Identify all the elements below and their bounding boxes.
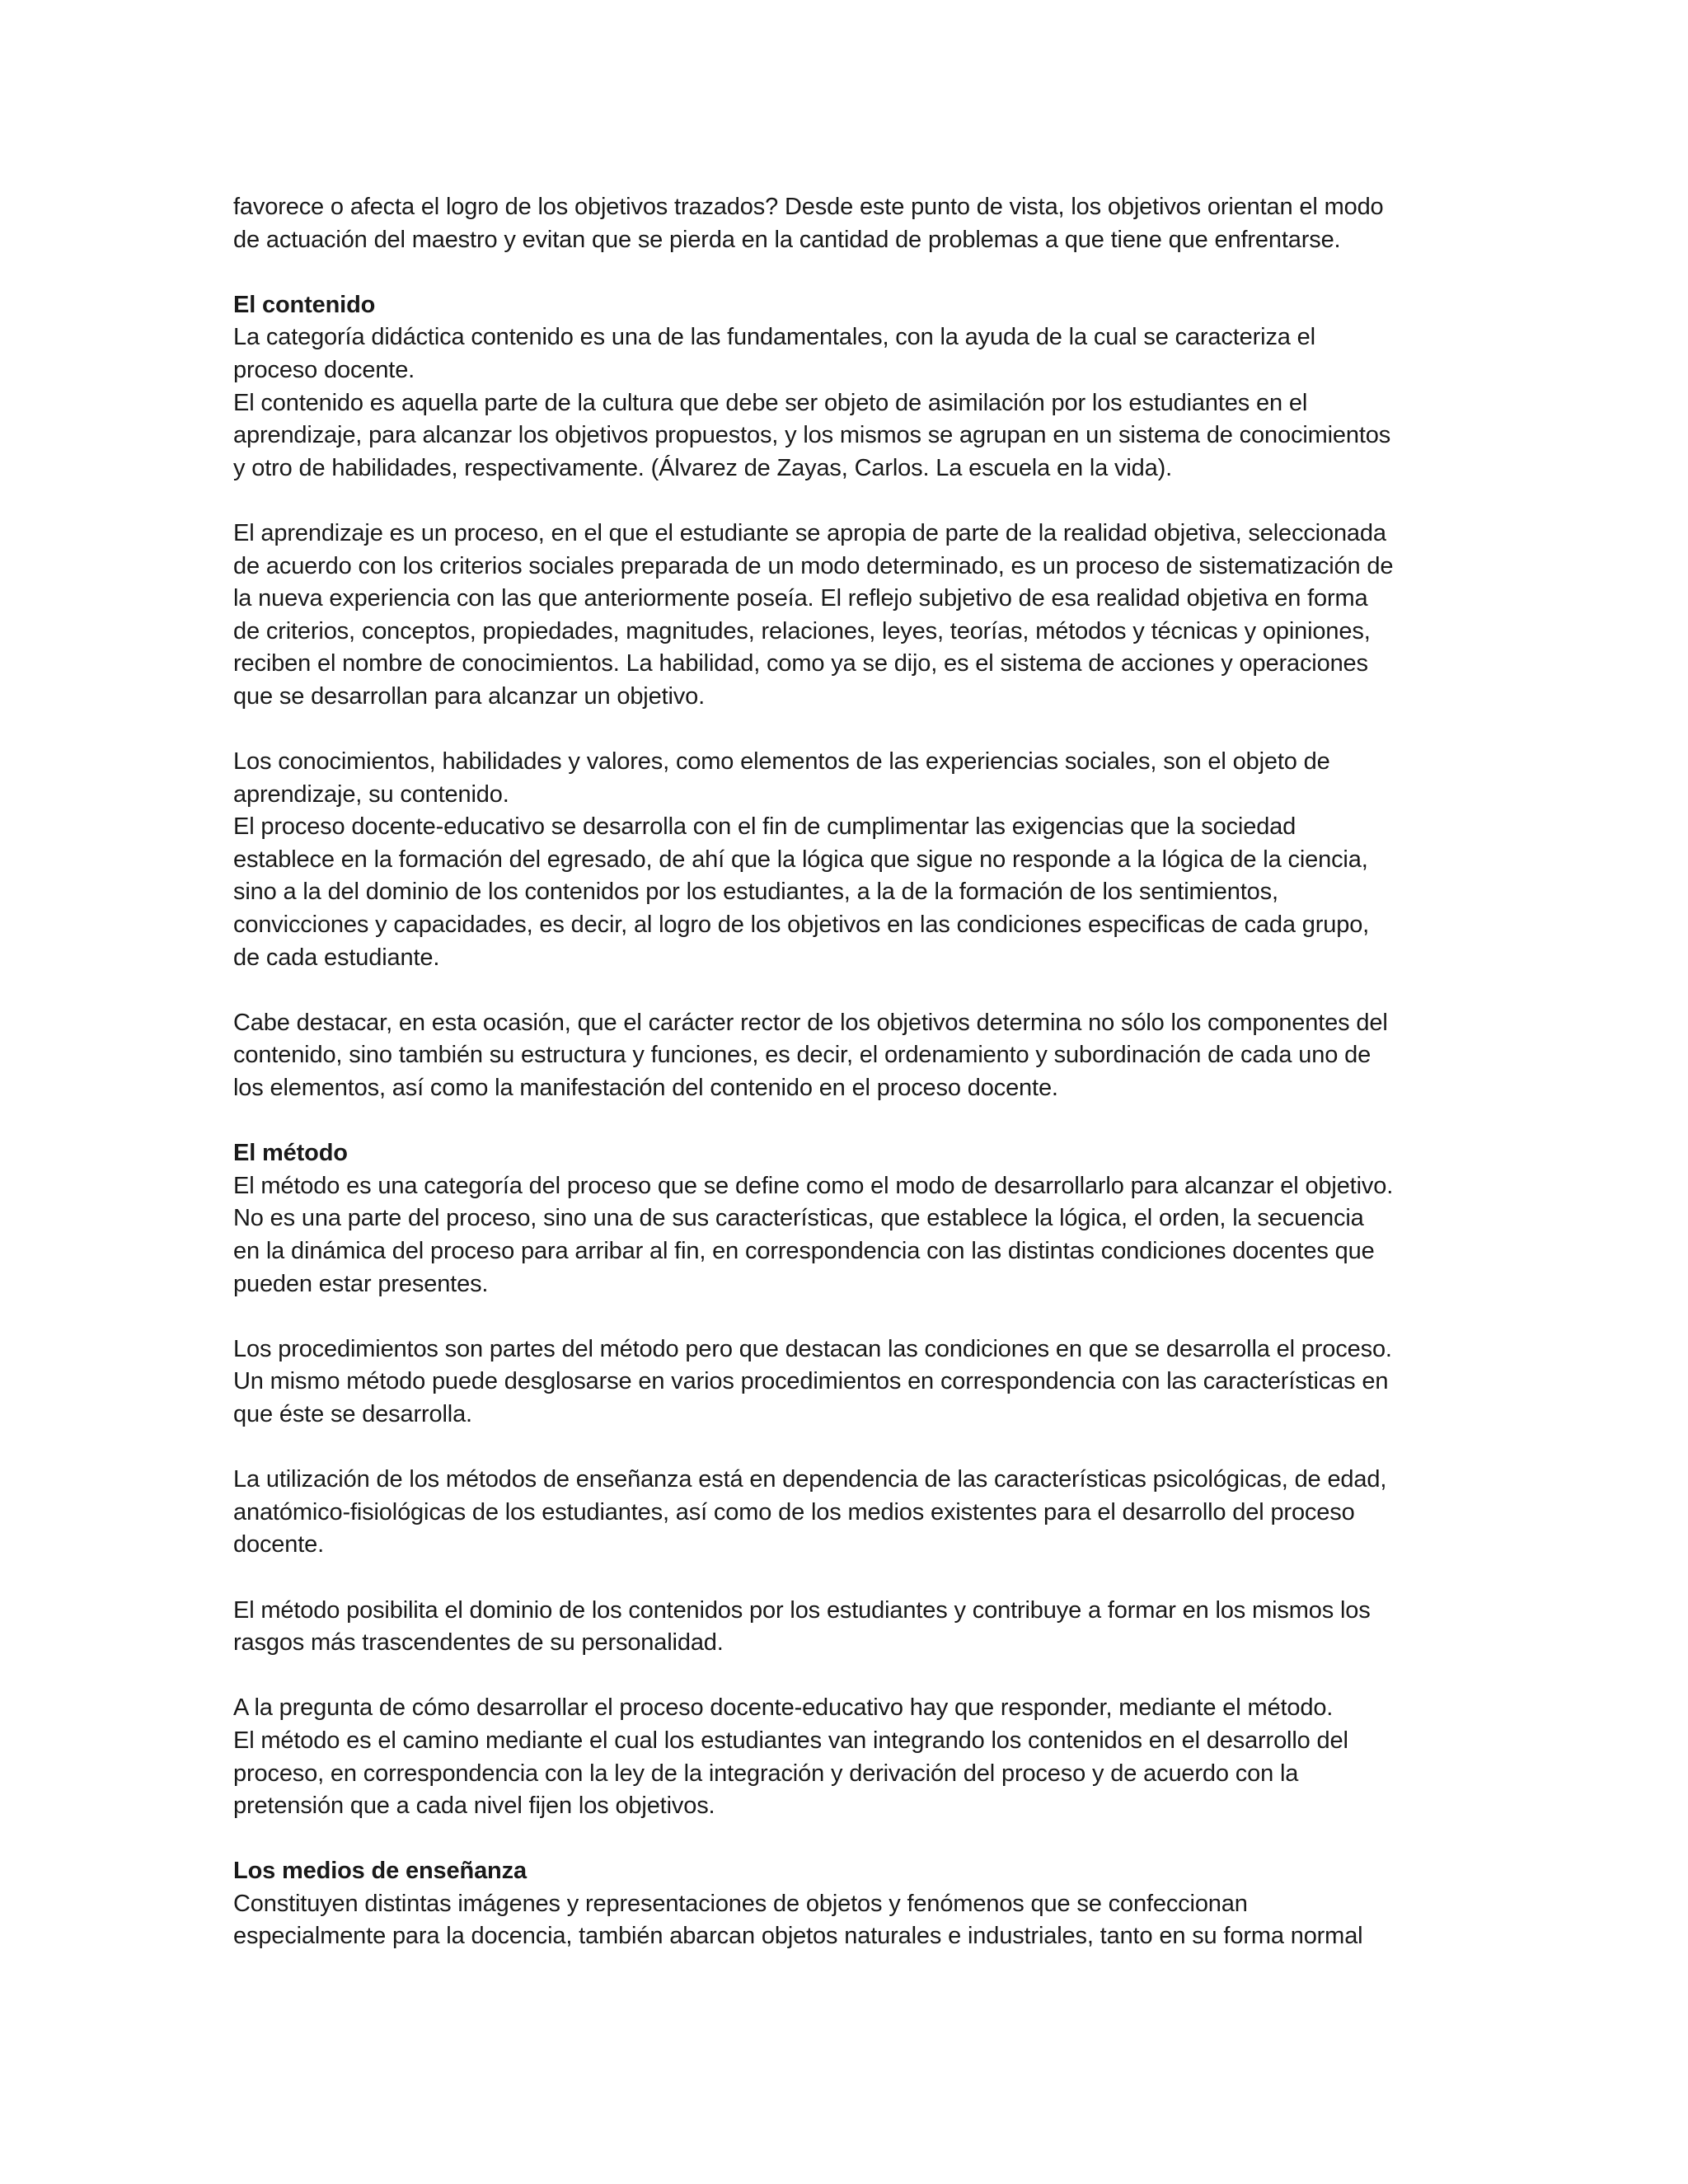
document-body xyxy=(233,191,1461,1953)
paragraph: La utilización de los métodos de enseñanza está en dependencia de las características psicológicas, de edad, anatómico-fisiológicas de los estudiantes, así como de los medios existentes para el desarrollo del proceso docente. xyxy=(233,1466,1387,1558)
paragraph-gap xyxy=(233,714,1461,747)
paragraph: La categoría didáctica contenido es una de las fundamentales, con la ayuda de la cual se caracteriza el proceso docente. xyxy=(233,324,1315,383)
paragraph: Constituyen distintas imágenes y representaciones de objetos y fenómenos que se confeccionan especialmente para la docencia, también abarcan objetos naturales e industriales, tanto en su forma normal xyxy=(233,1890,1363,1950)
paragraph-gap xyxy=(233,1432,1461,1465)
paragraph-gap xyxy=(233,485,1461,518)
paragraph: El método posibilita el dominio de los contenidos por los estudiantes y contribuye a formar en los mismos los rasgos más trascendentes de su personalidad. xyxy=(233,1596,1371,1657)
section-heading-contenido: El contenido xyxy=(233,291,376,318)
paragraph: El método es el camino mediante el cual los estudiantes van integrando los contenidos en el desarrollo del proceso, en correspondencia con la ley de la integración y derivación del proceso y de acuerdo con la pretensión que a cada nivel fijen los objetivos. xyxy=(233,1727,1348,1820)
paragraph-gap xyxy=(233,1105,1461,1138)
paragraph: El método es una categoría del proceso que se define como el modo de desarrollarlo para alcanzar el objetivo. No es una parte del proceso, sino una de sus características, que establece la lógica, el orden, la secuencia en la dinámica del proceso para arribar al fin, en correspondencia con las distintas condiciones docentes que pueden estar presentes. xyxy=(233,1172,1394,1297)
paragraph: A la pregunta de cómo desarrollar el proceso docente-educativo hay que responder, mediante el método. xyxy=(233,1694,1334,1722)
paragraph-gap xyxy=(233,1562,1461,1595)
paragraph: favorece o afecta el logro de los objetivos trazados? Desde este punto de vista, los objetivos orientan el modo de actuación del maestro y evitan que se pierda en la cantidad de problemas a que tiene que enfrentarse. xyxy=(233,194,1384,253)
paragraph: Los conocimientos, habilidades y valores, como elementos de las experiencias sociales, son el objeto de aprendizaje, su contenido. xyxy=(233,748,1330,808)
paragraph: Los procedimientos son partes del método pero que destacan las condiciones en que se desarrolla el proceso. Un mismo método puede desglosarse en varios procedimientos en correspondencia con las características en que éste se desarrolla. xyxy=(233,1335,1392,1427)
paragraph: El proceso docente-educativo se desarrolla con el fin de cumplimentar las exigencias que la sociedad establece en la formación del egresado, de ahí que la lógica que sigue no responde a la lógica de la ciencia, sino a la del dominio de los contenidos por los estudiantes, a la de la formación de los sentimientos, convicciones y capacidades, es decir, al logro de los objetivos en las condiciones especificas de cada grupo, de cada estudiante. xyxy=(233,813,1370,971)
paragraph-gap xyxy=(233,1301,1461,1333)
paragraph-gap xyxy=(233,974,1461,1007)
section-heading-medios: Los medios de enseñanza xyxy=(233,1858,527,1885)
section-heading-metodo: El método xyxy=(233,1140,348,1167)
paragraph-gap xyxy=(233,1660,1461,1693)
paragraph-gap xyxy=(233,256,1461,289)
paragraph: El contenido es aquella parte de la cultura que debe ser objeto de asimilación por los estudiantes en el aprendizaje, para alcanzar los objetivos propuestos, y los mismos se agrupan en un sistema de conocimientos y otro de habilidades, respectivamente. (Álvarez de Zayas, Carlos. La escuela en la vida). xyxy=(233,389,1391,481)
paragraph: Cabe destacar, en esta ocasión, que el carácter rector de los objetivos determina no sólo los componentes del contenido, sino también su estructura y funciones, es decir, el ordenamiento y subordinación de cada uno de los elementos, así como la manifestación del contenido en el proceso docente. xyxy=(233,1009,1388,1102)
paragraph-gap xyxy=(233,1823,1461,1856)
paragraph: El aprendizaje es un proceso, en el que el estudiante se apropia de parte de la realidad objetiva, seleccionada de acuerdo con los criterios sociales preparada de un modo determinado, es un proceso de sistematización de la nueva experiencia con las que anteriormente poseía. El reflejo subjetivo de esa realidad objetiva en forma de criterios, conceptos, propiedades, magnitudes, relaciones, leyes, teorías, métodos y técnicas y opiniones, reciben el nombre de conocimientos. La habilidad, como ya se dijo, es el sistema de acciones y operaciones que se desarrollan para alcanzar un objetivo. xyxy=(233,519,1394,710)
